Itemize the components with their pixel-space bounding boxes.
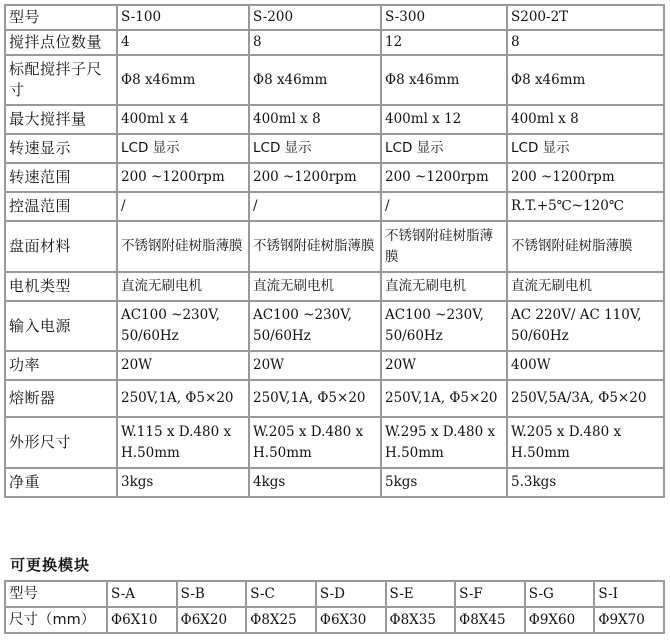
spec-cell: 20W bbox=[117, 351, 249, 380]
spec-row bbox=[5, 192, 664, 221]
modules-model-label: 型号 bbox=[5, 581, 107, 607]
module-size-cell: Φ6X20 bbox=[177, 607, 247, 633]
spec-cell: AC100 ~230V, 50/60Hz bbox=[381, 301, 507, 351]
spec-cell: Φ8 x46mm bbox=[381, 55, 507, 105]
spec-cell: R.T.+5℃~120℃ bbox=[507, 192, 664, 221]
spec-row-label: 转速显示 bbox=[5, 134, 117, 163]
spec-row bbox=[5, 55, 664, 105]
spec-row-label: 功率 bbox=[5, 351, 117, 380]
spec-row bbox=[5, 272, 664, 301]
spec-row-label: 标配搅拌子尺寸 bbox=[5, 55, 117, 105]
spec-cell: 200 ~1200rpm bbox=[381, 163, 507, 192]
spec-cell: 250V,1A, Φ5×20 bbox=[117, 380, 249, 417]
spec-cell: Φ8 x46mm bbox=[117, 55, 249, 105]
spec-row bbox=[5, 468, 664, 497]
spec-cell: 200 ~1200rpm bbox=[249, 163, 381, 192]
module-size-cell: Φ8X25 bbox=[246, 607, 316, 633]
module-model-cell: S-F bbox=[455, 581, 525, 607]
modules-table bbox=[4, 580, 665, 634]
module-size-cell: Φ9X60 bbox=[525, 607, 595, 633]
module-size-cell: Φ9X70 bbox=[594, 607, 664, 633]
module-size-cell: Φ8X35 bbox=[386, 607, 456, 633]
spec-table-body bbox=[5, 5, 664, 497]
spec-row-label: 盘面材料 bbox=[5, 221, 117, 272]
spec-cell: 不锈钢附硅树脂薄膜 bbox=[249, 221, 381, 272]
spec-cell: 200 ~1200rpm bbox=[117, 163, 249, 192]
module-model-cell: S-G bbox=[525, 581, 595, 607]
spec-row-label: 最大搅拌量 bbox=[5, 105, 117, 134]
spec-cell: 250V,1A, Φ5×20 bbox=[249, 380, 381, 417]
spec-cell: 5kgs bbox=[381, 468, 507, 497]
spec-row bbox=[5, 163, 664, 192]
module-model-cell: S-C bbox=[246, 581, 316, 607]
spec-row bbox=[5, 301, 664, 351]
spec-cell: 直流无刷电机 bbox=[507, 272, 664, 301]
spec-cell: 400ml x 8 bbox=[507, 105, 664, 134]
spec-cell: Φ8 x46mm bbox=[507, 55, 664, 105]
spec-row bbox=[5, 351, 664, 380]
spec-row bbox=[5, 417, 664, 468]
spec-row bbox=[5, 5, 664, 30]
module-model-cell: S-D bbox=[316, 581, 386, 607]
spec-cell: / bbox=[381, 192, 507, 221]
spec-cell: S200-2T bbox=[507, 5, 664, 30]
spec-cell: 12 bbox=[381, 30, 507, 55]
spec-cell: W.115 x D.480 x H.50mm bbox=[117, 417, 249, 468]
spec-cell: S-200 bbox=[249, 5, 381, 30]
spec-cell: 4 bbox=[117, 30, 249, 55]
spec-cell: W.295 x D.480 x H.50mm bbox=[381, 417, 507, 468]
spec-cell: 直流无刷电机 bbox=[249, 272, 381, 301]
module-size-cell: Φ8X45 bbox=[455, 607, 525, 633]
spec-row-label: 搅拌点位数量 bbox=[5, 30, 117, 55]
spec-cell: 不锈钢附硅树脂薄膜 bbox=[117, 221, 249, 272]
spec-row bbox=[5, 134, 664, 163]
spec-cell: 不锈钢附硅树脂薄膜 bbox=[507, 221, 664, 272]
spec-row-label: 转速范围 bbox=[5, 163, 117, 192]
spec-cell: / bbox=[249, 192, 381, 221]
spec-cell: Φ8 x46mm bbox=[249, 55, 381, 105]
spec-cell: LCD 显示 bbox=[507, 134, 664, 163]
spec-cell: W.205 x D.480 x H.50mm bbox=[507, 417, 664, 468]
spec-cell: AC100 ~230V, 50/60Hz bbox=[117, 301, 249, 351]
spec-cell: 不锈钢附硅树脂薄膜 bbox=[381, 221, 507, 272]
modules-model-row bbox=[5, 581, 664, 607]
spec-cell: 200 ~1200rpm bbox=[507, 163, 664, 192]
spec-row bbox=[5, 380, 664, 417]
spec-table bbox=[4, 4, 665, 498]
spec-row bbox=[5, 105, 664, 134]
module-model-cell: S-I bbox=[594, 581, 664, 607]
modules-table-body bbox=[5, 581, 664, 633]
spec-cell: 400ml x 12 bbox=[381, 105, 507, 134]
spec-cell: 直流无刷电机 bbox=[381, 272, 507, 301]
spec-cell: 直流无刷电机 bbox=[117, 272, 249, 301]
spec-row bbox=[5, 30, 664, 55]
spec-cell: 20W bbox=[381, 351, 507, 380]
spec-cell: 250V,5A/3A, Φ5×20 bbox=[507, 380, 664, 417]
spec-row-label: 净重 bbox=[5, 468, 117, 497]
module-size-cell: Φ6X10 bbox=[107, 607, 177, 633]
spec-row-label: 型号 bbox=[5, 5, 117, 30]
spec-cell: 20W bbox=[249, 351, 381, 380]
spec-cell: S-300 bbox=[381, 5, 507, 30]
spec-cell: / bbox=[117, 192, 249, 221]
module-model-cell: S-A bbox=[107, 581, 177, 607]
module-model-cell: S-E bbox=[386, 581, 456, 607]
module-model-cell: S-B bbox=[177, 581, 247, 607]
spec-cell: 250V,1A, Φ5×20 bbox=[381, 380, 507, 417]
module-size-cell: Φ6X30 bbox=[316, 607, 386, 633]
spec-cell: AC 220V/ AC 110V, 50/60Hz bbox=[507, 301, 664, 351]
spec-cell: 400ml x 4 bbox=[117, 105, 249, 134]
spec-row bbox=[5, 221, 664, 272]
spec-cell: LCD 显示 bbox=[117, 134, 249, 163]
spec-row-label: 输入电源 bbox=[5, 301, 117, 351]
spec-cell: 400W bbox=[507, 351, 664, 380]
spec-row-label: 外形尺寸 bbox=[5, 417, 117, 468]
spec-cell: 4kgs bbox=[249, 468, 381, 497]
spec-cell: 5.3kgs bbox=[507, 468, 664, 497]
spec-row-label: 电机类型 bbox=[5, 272, 117, 301]
modules-size-row bbox=[5, 607, 664, 633]
spec-cell: S-100 bbox=[117, 5, 249, 30]
spec-cell: AC100 ~230V, 50/60Hz bbox=[249, 301, 381, 351]
modules-size-label: 尺寸（mm） bbox=[5, 607, 107, 633]
spec-cell: LCD 显示 bbox=[249, 134, 381, 163]
spec-row-label: 熔断器 bbox=[5, 380, 117, 417]
modules-title: 可更换模块 bbox=[10, 556, 91, 574]
spec-cell: 3kgs bbox=[117, 468, 249, 497]
spec-cell: LCD 显示 bbox=[381, 134, 507, 163]
spec-cell: 400ml x 8 bbox=[249, 105, 381, 134]
spec-cell: 8 bbox=[249, 30, 381, 55]
spec-cell: W.205 x D.480 x H.50mm bbox=[249, 417, 381, 468]
spec-cell: 8 bbox=[507, 30, 664, 55]
spec-row-label: 控温范围 bbox=[5, 192, 117, 221]
